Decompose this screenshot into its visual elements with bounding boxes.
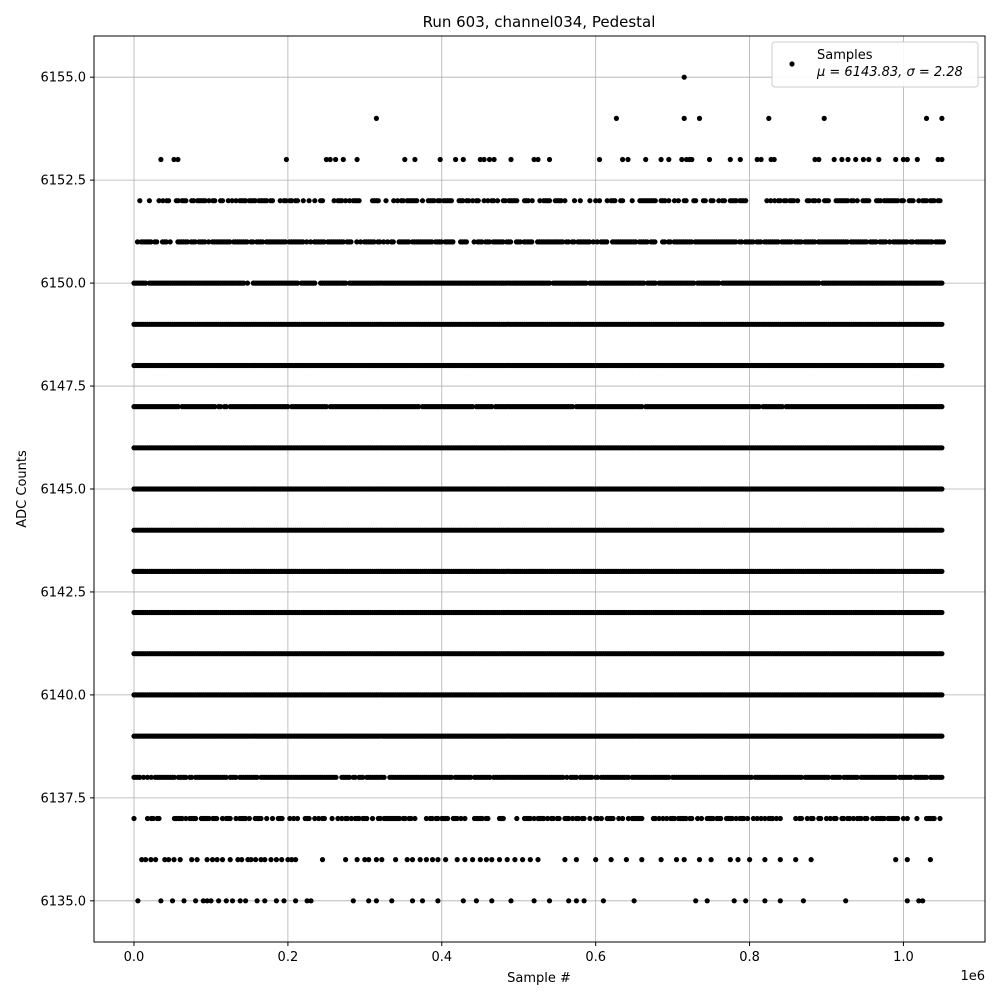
data-point: [653, 198, 658, 203]
data-point: [620, 157, 625, 162]
data-point: [482, 157, 487, 162]
data-point: [158, 157, 163, 162]
data-point: [449, 198, 454, 203]
data-point: [348, 239, 353, 244]
data-point: [562, 198, 567, 203]
data-point: [911, 198, 916, 203]
data-point: [295, 198, 300, 203]
data-point: [402, 157, 407, 162]
data-point: [412, 157, 417, 162]
data-point: [939, 528, 944, 533]
data-point: [476, 198, 481, 203]
data-point: [587, 198, 592, 203]
data-point: [547, 198, 552, 203]
data-point: [612, 198, 617, 203]
data-point: [530, 198, 535, 203]
data-point: [270, 198, 275, 203]
data-point: [341, 157, 346, 162]
data-point: [578, 198, 583, 203]
chart-title: Run 603, channel034, Pedestal: [422, 13, 656, 31]
data-point: [328, 157, 333, 162]
data-point: [535, 157, 540, 162]
data-point: [307, 198, 312, 203]
data-point: [168, 239, 173, 244]
data-point: [722, 198, 727, 203]
data-point: [301, 198, 306, 203]
data-point: [915, 157, 920, 162]
data-point: [666, 198, 671, 203]
data-point: [939, 322, 944, 327]
data-point: [666, 157, 671, 162]
data-point: [183, 198, 188, 203]
data-point: [901, 198, 906, 203]
data-point: [154, 239, 159, 244]
data-point: [939, 445, 944, 450]
data-point: [939, 363, 944, 368]
data-point: [245, 281, 250, 286]
data-point: [939, 610, 944, 615]
data-point: [376, 198, 381, 203]
data-point: [453, 157, 458, 162]
data-point: [707, 157, 712, 162]
data-point: [492, 157, 497, 162]
data-point: [620, 198, 625, 203]
data-point: [772, 157, 777, 162]
data-point: [572, 198, 577, 203]
data-point: [876, 157, 881, 162]
data-point: [355, 157, 360, 162]
data-point: [861, 157, 866, 162]
data-point: [147, 198, 152, 203]
data-point: [684, 198, 689, 203]
data-point: [853, 157, 858, 162]
data-point: [659, 157, 664, 162]
data-point: [137, 198, 142, 203]
data-point: [682, 116, 687, 121]
data-point: [710, 198, 715, 203]
data-point: [514, 198, 519, 203]
data-point: [320, 198, 325, 203]
data-point: [212, 198, 217, 203]
data-point: [166, 198, 171, 203]
data-point: [816, 198, 821, 203]
data-point: [643, 157, 648, 162]
data-point: [738, 157, 743, 162]
data-point: [839, 157, 844, 162]
data-point: [175, 157, 180, 162]
data-point: [759, 157, 764, 162]
data-point: [652, 239, 657, 244]
data-point: [604, 239, 609, 244]
data-point: [866, 198, 871, 203]
data-point: [625, 157, 630, 162]
data-point: [703, 198, 708, 203]
data-point: [312, 281, 317, 286]
data-point: [414, 198, 419, 203]
data-point: [487, 157, 492, 162]
data-point: [391, 239, 396, 244]
data-point: [597, 198, 602, 203]
data-point: [893, 157, 898, 162]
data-point: [676, 198, 681, 203]
data-point: [766, 116, 771, 121]
data-point: [866, 157, 871, 162]
data-point: [855, 198, 860, 203]
data-point: [220, 198, 225, 203]
data-point: [614, 116, 619, 121]
data-point: [357, 198, 362, 203]
data-point: [939, 116, 944, 121]
data-point: [845, 157, 850, 162]
data-point: [630, 198, 635, 203]
data-point: [939, 569, 944, 574]
data-point: [438, 157, 443, 162]
data-point: [461, 157, 466, 162]
data-point: [420, 198, 425, 203]
data-point: [939, 157, 944, 162]
data-point: [374, 116, 379, 121]
data-point: [529, 239, 534, 244]
data-point: [679, 157, 684, 162]
data-point: [795, 198, 800, 203]
data-point: [284, 157, 289, 162]
data-point: [832, 157, 837, 162]
data-point: [826, 198, 831, 203]
data-point: [547, 157, 552, 162]
data-point: [939, 404, 944, 409]
data-point: [693, 198, 698, 203]
data-point: [822, 116, 827, 121]
data-point: [682, 75, 687, 80]
data-point: [495, 198, 500, 203]
data-points: [131, 75, 946, 904]
data-point: [941, 239, 946, 244]
data-point: [508, 157, 513, 162]
data-point: [905, 157, 910, 162]
data-point: [816, 157, 821, 162]
data-point: [924, 116, 929, 121]
data-point: [508, 239, 513, 244]
data-point: [728, 157, 733, 162]
data-point: [939, 281, 944, 286]
data-point: [464, 239, 469, 244]
data-point: [939, 651, 944, 656]
data-point: [937, 198, 942, 203]
data-point: [939, 486, 944, 491]
data-point: [689, 157, 694, 162]
data-point: [743, 198, 748, 203]
data-point: [450, 239, 455, 244]
data-point: [597, 157, 602, 162]
data-point: [312, 198, 317, 203]
data-point: [333, 157, 338, 162]
data-point: [697, 116, 702, 121]
data-point: [383, 198, 388, 203]
